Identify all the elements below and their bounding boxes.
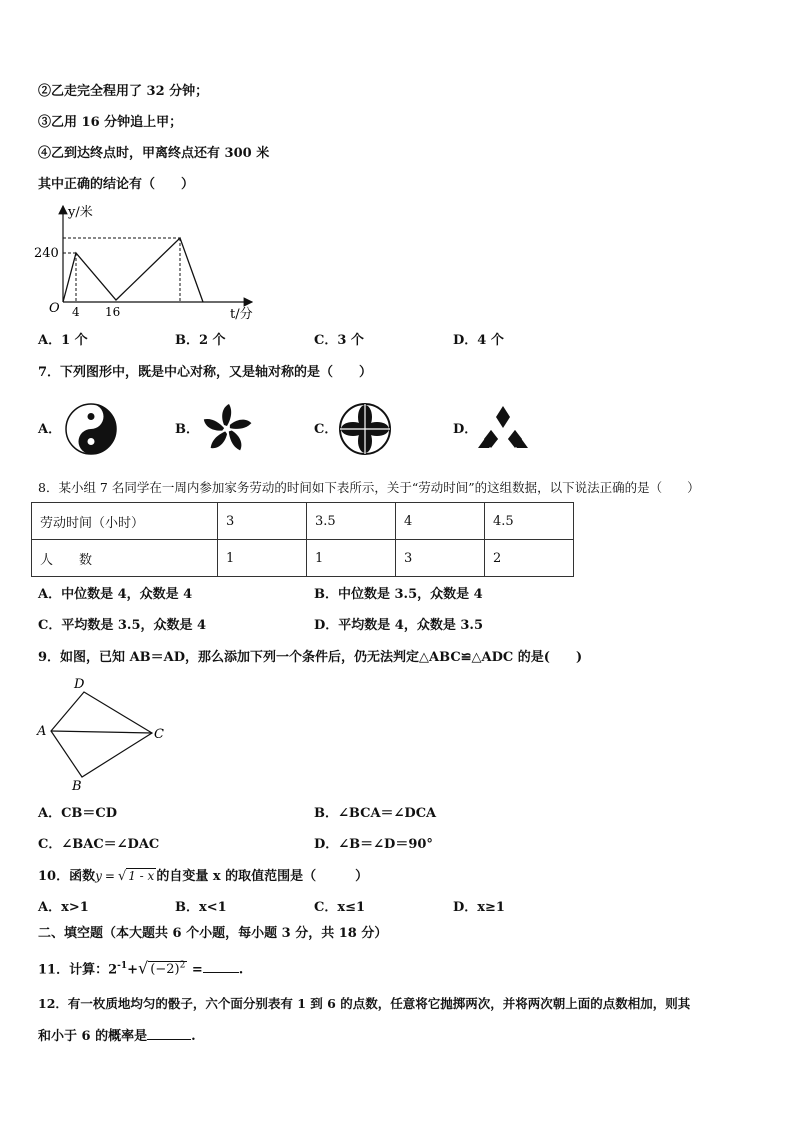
labor-time-table [31, 502, 574, 577]
q8-option-b[interactable]: B．中位数是 3.5，众数是 4 [314, 587, 483, 602]
q11-exponent: -1 [117, 961, 128, 971]
q7-option-a[interactable]: A． [38, 422, 62, 437]
q12-line-2-text: 和小于 6 的概率是 [38, 1029, 148, 1044]
q10-option-c[interactable]: C．x≤1 [314, 900, 366, 915]
table-cell: 1 [307, 540, 396, 577]
x-tick-16: 16 [105, 305, 121, 319]
q11-radicand: $(-2)^2$ [150, 961, 186, 978]
q11-plus: + [127, 962, 139, 978]
q12-end: . [191, 1029, 196, 1044]
q9-option-b[interactable]: B．∠BCA＝∠DCA [314, 806, 437, 821]
q11-end: . [238, 962, 244, 978]
q10-option-d[interactable]: D．x≥1 [453, 900, 505, 915]
q9-option-a[interactable]: A．CB＝CD [38, 806, 118, 821]
statement-3: ③乙用 16 分钟追上甲； [38, 115, 183, 130]
vertex-label-d: D [74, 677, 85, 692]
sqrt-icon: √ [138, 958, 149, 978]
table-cell: 3 [396, 540, 485, 577]
table-cell: 1 [218, 540, 307, 577]
q6-option-c[interactable]: C．3 个 [314, 333, 364, 348]
q10-stem-suffix: 的自变量 x 的取值范围是（ ） [156, 869, 369, 884]
table-cell: 4 [396, 503, 485, 540]
table-cell: 4.5 [485, 503, 574, 540]
q10-stem-prefix: 10．函数 [38, 869, 96, 884]
origin-label: O [49, 301, 60, 316]
pinwheel-icon [200, 402, 254, 456]
answer-blank[interactable] [203, 960, 239, 973]
q10-option-a[interactable]: A．x>1 [38, 900, 89, 915]
statement-2: ②乙走完全程用了 32 分钟； [38, 84, 209, 99]
correct-conclusion-prompt: 其中正确的结论有（ ） [38, 177, 195, 192]
distance-time-graph [30, 198, 270, 326]
q9-stem: 9．如图，已知 AB＝AD，那么添加下列一个条件后，仍无法判定△ABC≌△ADC 的是( ) [38, 650, 583, 665]
vertex-label-b: B [72, 779, 82, 794]
x-axis-label: t/分 [230, 307, 253, 322]
q7-stem: 7．下列图形中，既是中心对称，又是轴对称的是（ ） [38, 365, 373, 380]
q10-radicand: 1 - x [128, 869, 155, 883]
q11-prefix: 11．计算：2 [38, 962, 118, 978]
distance-gap-line [63, 238, 203, 302]
q7-option-d[interactable]: D． [453, 422, 478, 437]
q10-formula-y: y [95, 869, 102, 883]
q7-option-c[interactable]: C． [314, 422, 338, 437]
x-tick-4: 4 [72, 305, 80, 319]
table-cell: 3 [218, 503, 307, 540]
table-cell: 劳动时间（小时） [32, 503, 218, 540]
statement-4: ④乙到达终点时，甲离终点还有 300 米 [38, 146, 270, 161]
q8-option-c[interactable]: C．平均数是 3.5，众数是 4 [38, 618, 207, 633]
q12-line-1: 12．有一枚质地均匀的骰子，六个面分别表有 1 到 6 的点数，任意将它抛掷两次，并将两次朝上面的点数相加，则其 [38, 996, 691, 1011]
q10-formula-eq: = [104, 869, 115, 883]
q6-option-a[interactable]: A．1 个 [38, 333, 88, 348]
q10-stem [38, 868, 368, 885]
q6-option-b[interactable]: B．2 个 [175, 333, 226, 348]
vertex-label-a: A [37, 724, 47, 739]
yin-yang-icon [64, 402, 118, 456]
table-cell: 3.5 [307, 503, 396, 540]
q9-option-d[interactable]: D．∠B＝∠D＝90° [314, 837, 433, 852]
q10-option-b[interactable]: B．x<1 [175, 900, 227, 915]
four-petal-circle-icon [338, 402, 392, 456]
q11 [38, 958, 243, 978]
q9-option-c[interactable]: C．∠BAC＝∠DAC [38, 837, 160, 852]
vertex-label-c: C [154, 727, 164, 742]
table-row [32, 503, 574, 540]
q8-option-d[interactable]: D．平均数是 4，众数是 3.5 [314, 618, 483, 633]
q6-option-d[interactable]: D．4 个 [453, 333, 504, 348]
table-cell: 人 数 [32, 540, 218, 577]
quadrilateral-abcd-figure [34, 672, 174, 794]
q12-line-2 [38, 1027, 196, 1045]
answer-blank[interactable] [147, 1027, 191, 1040]
sqrt-icon: √ [117, 869, 127, 884]
table-row [32, 540, 574, 577]
triple-diamond-icon [477, 404, 529, 450]
q8-option-a[interactable]: A．中位数是 4，众数是 4 [38, 587, 193, 602]
q7-option-b[interactable]: B． [175, 422, 199, 437]
q11-equals: = [187, 962, 203, 978]
q8-stem: 8．某小组 7 名同学在一周内参加家务劳动的时间如下表所示，关于“劳动时间”的这组数据，以下说法正确的是（ ） [38, 480, 700, 495]
y-axis-label: y/米 [68, 205, 93, 220]
table-cell: 2 [485, 540, 574, 577]
section-2-title: 二、填空题（本大题共 6 个小题，每小题 3 分，共 18 分） [38, 926, 388, 941]
y-tick-240: 240 [34, 246, 59, 261]
